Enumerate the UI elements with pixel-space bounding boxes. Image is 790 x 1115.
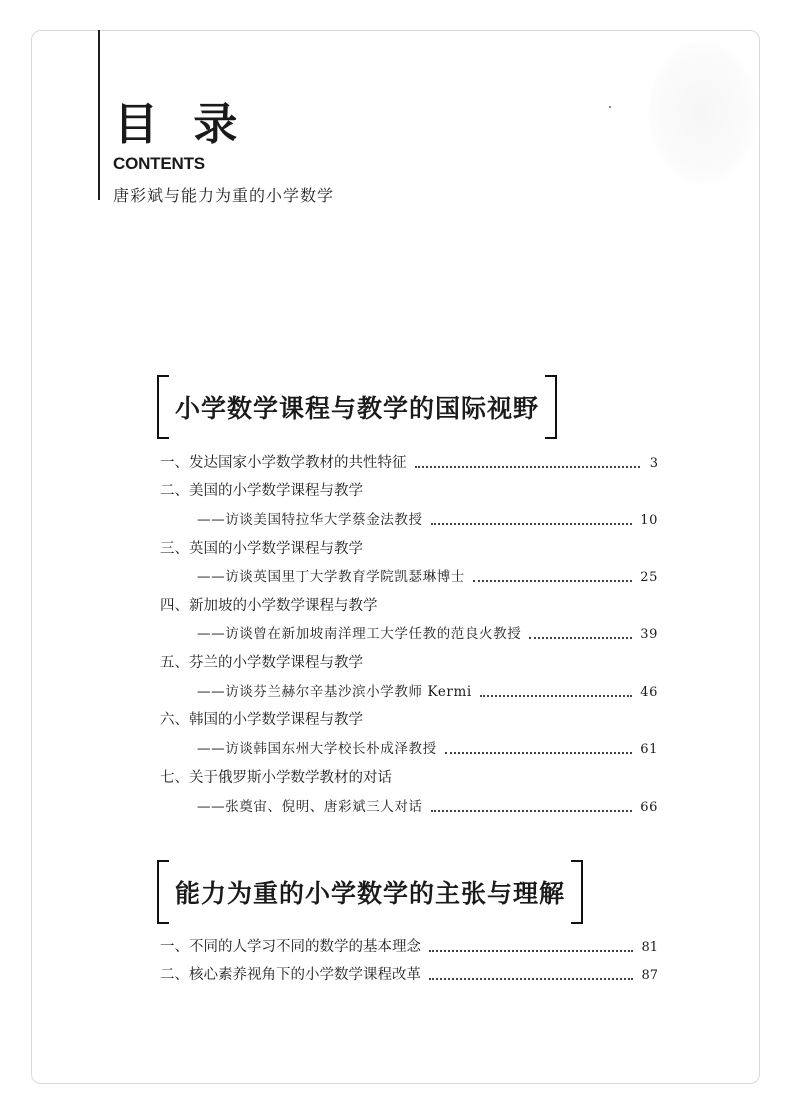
toc-entry-title: 四、新加坡的小学数学课程与教学	[160, 598, 378, 614]
toc-entry[interactable]	[160, 538, 658, 560]
toc-entry-title: ——访谈英国里丁大学教育学院凯瑟琳博士	[197, 569, 465, 585]
section-title: 小学数学课程与教学的国际视野	[175, 394, 540, 423]
toc-entry[interactable]	[160, 964, 658, 986]
toc-entry-title: ——张奠宙、倪明、唐彩斌三人对话	[197, 799, 423, 815]
toc-entry-page: 10	[640, 513, 658, 528]
toc-entry[interactable]	[160, 767, 658, 789]
dot-leader	[431, 523, 633, 525]
contents-label: CONTENTS	[113, 154, 205, 173]
toc-subentry[interactable]	[197, 796, 658, 818]
margin-rule	[98, 30, 100, 200]
dot-leader	[415, 466, 641, 468]
scan-speck	[609, 106, 611, 108]
toc-entry-title: 三、英国的小学数学课程与教学	[160, 541, 363, 557]
toc-entry-page: 81	[641, 940, 658, 955]
section-title: 能力为重的小学数学的主张与理解	[175, 879, 566, 908]
dot-leader	[429, 950, 633, 952]
toc-entry-title: 一、发达国家小学数学教材的共性特征	[160, 455, 407, 471]
toc-entry-page: 46	[640, 685, 658, 700]
dot-leader	[473, 580, 632, 582]
toc-entry-page: 66	[640, 800, 658, 815]
page-title: 目 录	[114, 99, 248, 150]
dot-leader	[431, 810, 633, 812]
toc-entry[interactable]	[160, 936, 658, 958]
toc-entry-title: 六、韩国的小学数学课程与教学	[160, 712, 363, 728]
dot-leader	[529, 637, 632, 639]
toc-subentry[interactable]	[197, 623, 658, 645]
toc-entry-title: 五、芬兰的小学数学课程与教学	[160, 655, 363, 671]
toc-subentry[interactable]	[197, 738, 658, 760]
left-bracket	[157, 375, 169, 439]
toc-subentry[interactable]	[197, 509, 658, 531]
book-title: 唐彩斌与能力为重的小学数学	[113, 186, 335, 205]
toc-subentry[interactable]	[197, 681, 658, 703]
right-bracket	[571, 860, 583, 924]
toc-entry-title: ——访谈韩国东州大学校长朴成泽教授	[197, 741, 437, 757]
toc-entry-title: 二、核心素养视角下的小学数学课程改革	[160, 967, 421, 983]
toc-entry[interactable]	[160, 595, 658, 617]
left-bracket	[157, 860, 169, 924]
toc-entry-title: ——访谈曾在新加坡南洋理工大学任教的范良火教授	[197, 626, 522, 642]
right-bracket	[545, 375, 557, 439]
toc-entry-title: ——访谈美国特拉华大学蔡金法教授	[197, 512, 423, 528]
dot-leader	[480, 695, 632, 697]
toc-entry-title: ——访谈芬兰赫尔辛基沙滨小学教师 Kermi	[197, 684, 472, 700]
toc-entry-page: 61	[640, 742, 658, 757]
toc-subentry[interactable]	[197, 566, 658, 588]
toc-entry[interactable]	[160, 709, 658, 731]
toc-entry-page: 25	[640, 570, 658, 585]
toc-entry-title: 一、不同的人学习不同的数学的基本理念	[160, 939, 421, 955]
toc-entry-page: 3	[649, 456, 658, 471]
dot-leader	[445, 752, 633, 754]
toc-entry[interactable]	[160, 480, 658, 502]
toc-entry-page: 39	[640, 627, 658, 642]
toc-entry-page: 87	[641, 968, 658, 983]
dot-leader	[429, 978, 633, 980]
section-heading	[157, 375, 557, 439]
toc-entry-title: 七、关于俄罗斯小学数学教材的对话	[160, 770, 392, 786]
scan-smudge	[648, 40, 758, 185]
toc-entry[interactable]	[160, 452, 658, 474]
section-heading	[157, 860, 583, 924]
toc-entry-title: 二、美国的小学数学课程与教学	[160, 483, 363, 499]
toc-entry[interactable]	[160, 652, 658, 674]
